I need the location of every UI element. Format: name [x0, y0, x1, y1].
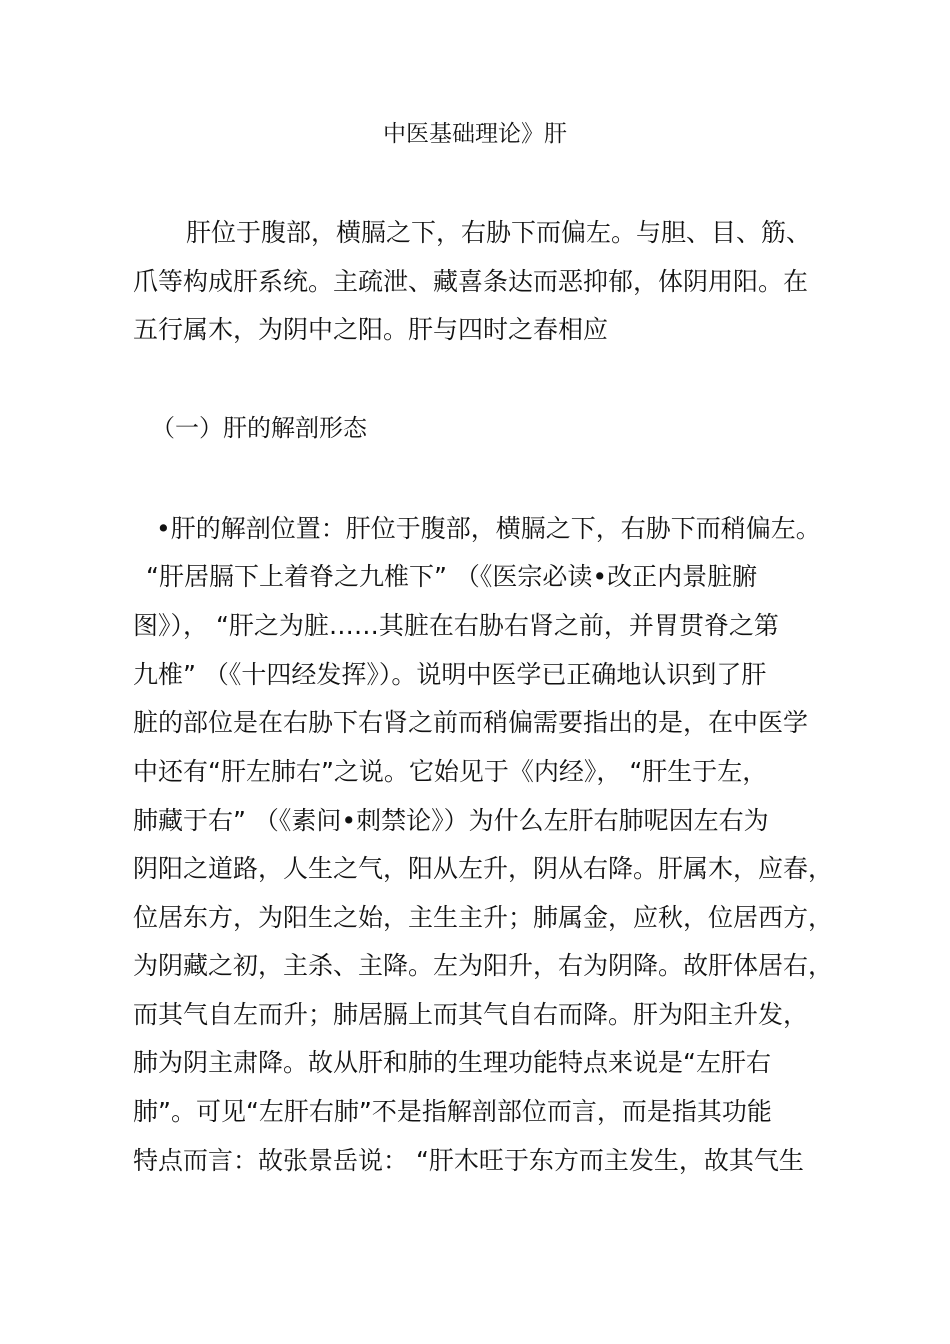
- body-line: 肺为阴主肃降。故从肝和肺的生理功能特点来说是“左肝右: [133, 1048, 771, 1077]
- body-line: 特点而言：故张景岳说： “肝木旺于东方而主发生，故其气生: [133, 1146, 804, 1175]
- body-line: 九椎” （《十四经发挥》）。说明中医学已正确地认识到了肝: [133, 660, 767, 689]
- intro-line: 五行属木，为阴中之阳。肝与四时之春相应: [133, 315, 609, 344]
- intro-line: 爪等构成肝系统。主疏泄、藏喜条达而恶抑郁，体阴用阳。在: [133, 267, 809, 296]
- section-heading: （一）肝的解剖形态: [151, 414, 367, 442]
- body-line: 图》）， “肝之为脏……其脏在右胁右肾之前，并胃贯脊之第: [133, 611, 779, 640]
- body-line: 而其气自左而升；肺居膈上而其气自右而降。肝为阳主升发，: [133, 1000, 809, 1029]
- body-line: 阴阳之道路，人生之气，阳从左升，阴从右降。肝属木，应春，: [133, 854, 834, 883]
- body-line: 肺藏于右” （《素问•刺禁论》）为什么左肝右肺呢因左右为: [133, 806, 769, 835]
- body-line: •肝的解剖位置：肝位于腹部，横膈之下，右胁下而稍偏左。: [156, 514, 821, 543]
- body-line: “肝居膈下上着脊之九椎下” （《医宗必读•改正内景脏腑: [146, 562, 758, 591]
- body-line: 脏的部位是在右胁下右肾之前而稍偏需要指出的是，在中医学: [133, 708, 809, 737]
- intro-line: 肝位于腹部，横膈之下，右胁下而偏左。与胆、目、筋、: [186, 218, 812, 247]
- body-line: 肺”。可见“左肝右肺”不是指解剖部位而言，而是指其功能: [133, 1097, 772, 1126]
- body-line: 为阴藏之初，主杀、主降。左为阳升，右为阴降。故肝体居右，: [133, 951, 834, 980]
- body-line: 位居东方，为阳生之始，主生主升；肺属金，应秋，位居西方，: [133, 903, 834, 932]
- document-title: 中医基础理论》肝: [383, 121, 567, 147]
- body-line: 中还有“肝左肺右”之说。它始见于《内经》， “肝生于左，: [133, 757, 768, 786]
